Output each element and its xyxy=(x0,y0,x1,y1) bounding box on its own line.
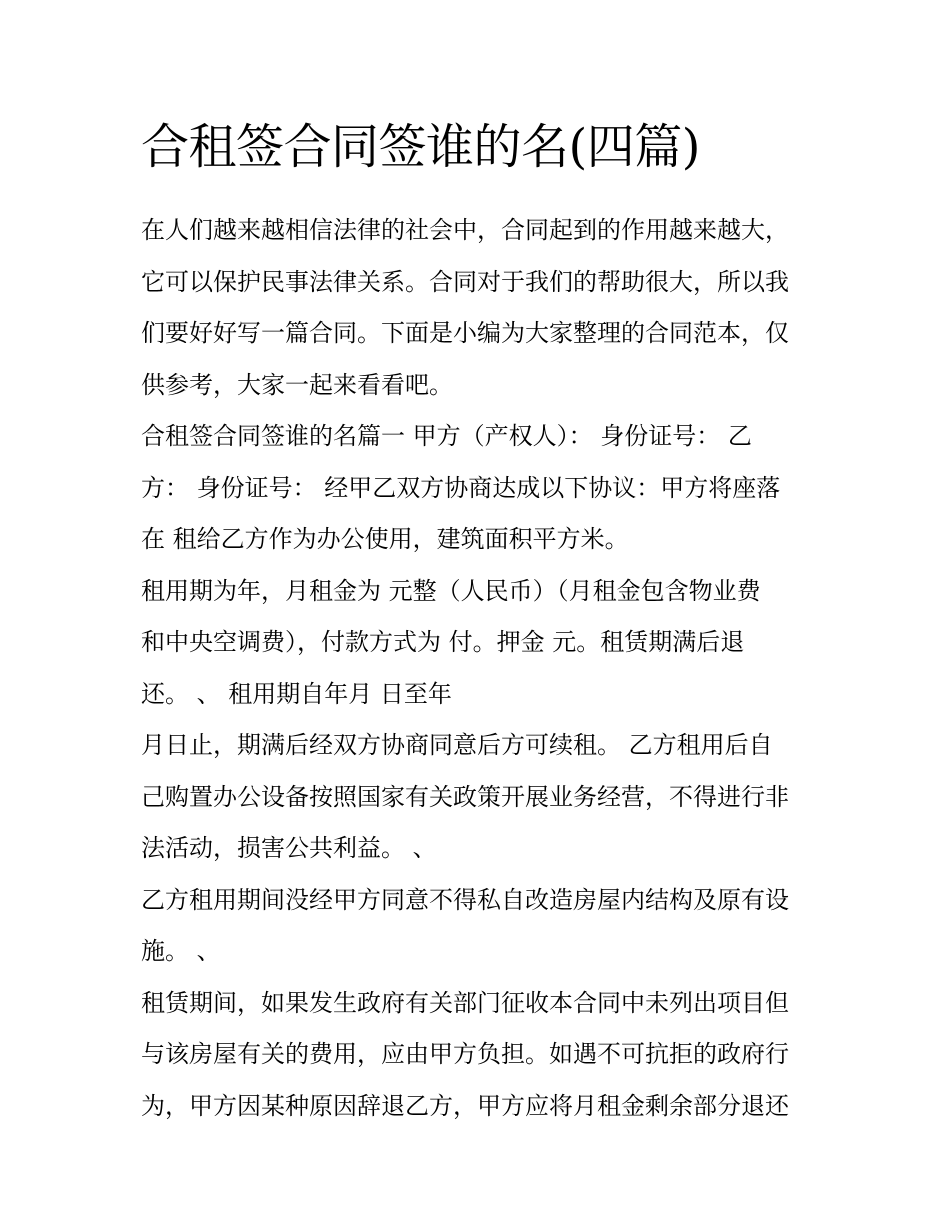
text-line: 为，甲方因某种原因辞退乙方，甲方应将月租金剩余部分退还 xyxy=(141,1091,789,1120)
document-content xyxy=(141,112,821,1132)
text-line: 方： 身份证号： 经甲乙双方协商达成以下协议：甲方将座落 xyxy=(141,473,781,502)
text-line: 月日止，期满后经双方协商同意后方可续租。 乙方租用后自 xyxy=(141,731,773,759)
text-line: 和中央空调费），付款方式为 付。押金 元。租赁期满后退 xyxy=(141,628,745,656)
text-line: 在人们越来越相信法律的社会中，合同起到的作用越来越大， xyxy=(141,216,789,244)
text-line: 施。 、 xyxy=(141,937,221,965)
paragraph-fees xyxy=(141,978,821,1133)
text-line: 们要好好写一篇合同。下面是小编为大家整理的合同范本，仅 xyxy=(141,319,789,347)
paragraph-renewal xyxy=(141,720,821,875)
text-line: 供参考，大家一起来看看吧。 xyxy=(141,370,453,399)
text-line: 合租签合同签谁的名篇一 甲方（产权人）： 身份证号： 乙 xyxy=(141,422,752,450)
paragraph-modification xyxy=(141,875,821,978)
paragraph-rent-terms xyxy=(141,566,821,721)
text-line: 乙方租用期间没经甲方同意不得私自改造房屋内结构及原有设 xyxy=(141,885,789,914)
text-line: 租赁期间，如果发生政府有关部门征收本合同中未列出项目但 xyxy=(141,988,789,1017)
text-line: 它可以保护民事法律关系。合同对于我们的帮助很大，所以我 xyxy=(141,267,789,296)
text-line: 与该房屋有关的费用，应由甲方负担。如遇不可抗拒的政府行 xyxy=(141,1040,789,1068)
text-line: 法活动，损害公共利益。 、 xyxy=(141,834,437,862)
document-title: 合租签合同签谁的名(四篇) xyxy=(141,119,700,175)
paragraph-intro xyxy=(141,205,821,411)
paragraph-parties xyxy=(141,411,821,566)
text-line: 在 租给乙方作为办公使用，建筑面积平方米。 xyxy=(141,525,629,553)
text-line: 还。 、 租用期自年月 日至年 xyxy=(141,679,452,708)
text-line: 己购置办公设备按照国家有关政策开展业务经营，不得进行非 xyxy=(141,782,789,811)
text-line: 租用期为年，月租金为 元整（人民币）（月租金包含物业费 xyxy=(141,576,761,605)
